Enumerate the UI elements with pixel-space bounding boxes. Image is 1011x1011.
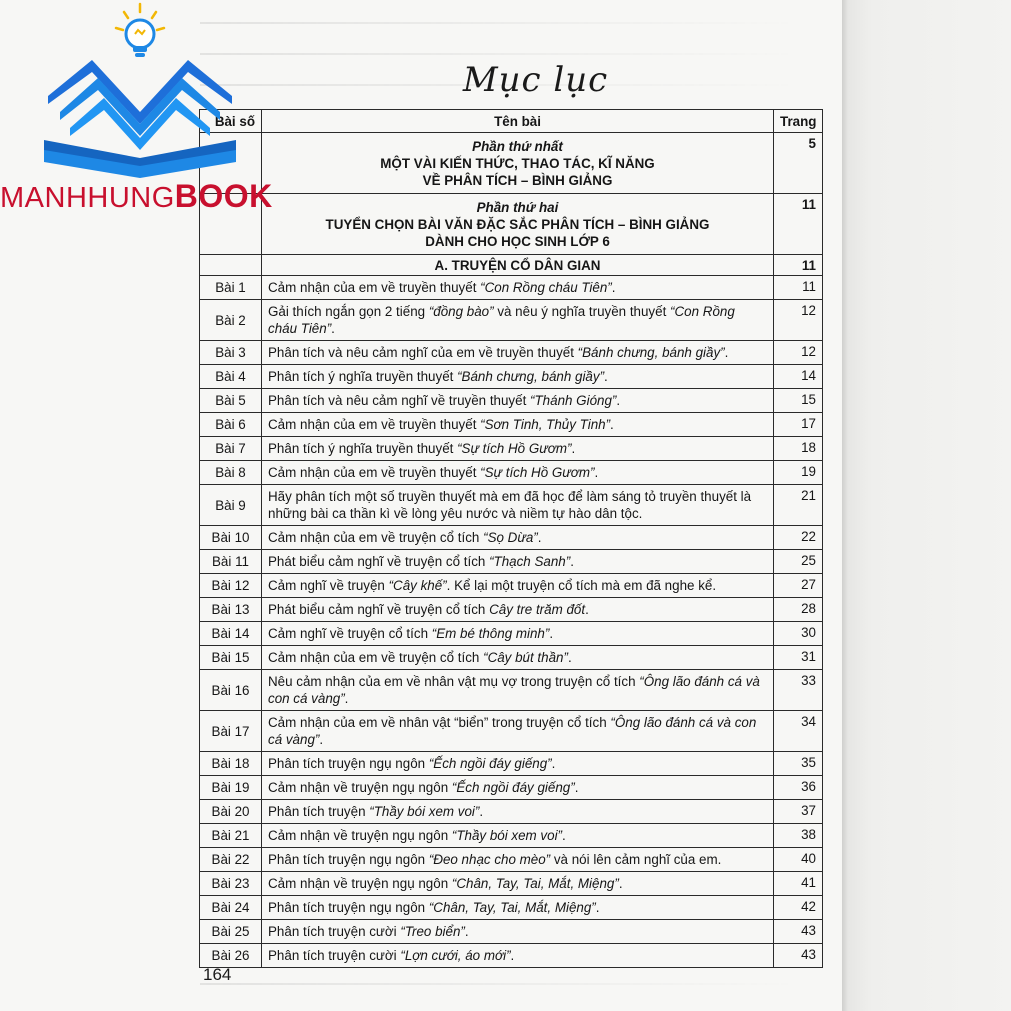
lesson-work-title: “Thầy bói xem voi” xyxy=(369,804,480,819)
lesson-text: . xyxy=(724,345,729,360)
lesson-number: Bài 16 xyxy=(200,670,262,711)
part-one-title-line2: VỀ PHÂN TÍCH – BÌNH GIẢNG xyxy=(422,172,613,188)
toc-row xyxy=(200,550,823,574)
lesson-text: Cảm nhận của em về truyền thuyết xyxy=(268,465,481,480)
lesson-number: Bài 24 xyxy=(200,896,262,920)
toc-row xyxy=(200,896,823,920)
column-header-title: Tên bài xyxy=(262,110,774,133)
lesson-work-title: “Ông lão đánh cá và con cá vàng” xyxy=(268,674,760,706)
lesson-number: Bài 25 xyxy=(200,920,262,944)
lesson-title xyxy=(262,944,774,968)
toc-row xyxy=(200,872,823,896)
lesson-work-title: “Cây bút thần” xyxy=(483,650,568,665)
lesson-work-title: Cây tre trăm đốt xyxy=(489,602,586,617)
lesson-title xyxy=(262,848,774,872)
lesson-text: . xyxy=(618,876,623,891)
lesson-title xyxy=(262,550,774,574)
lesson-number: Bài 19 xyxy=(200,776,262,800)
lesson-text: Phân tích truyện cười xyxy=(268,948,401,963)
lesson-number: Bài 7 xyxy=(200,437,262,461)
toc-row xyxy=(200,485,823,526)
lesson-text: . Kể lại một truyện cổ tích mà em đã nghe kể. xyxy=(446,578,717,593)
lesson-number: Bài 23 xyxy=(200,872,262,896)
toc-row xyxy=(200,574,823,598)
lesson-title xyxy=(262,598,774,622)
lesson-text: Phân tích truyện ngụ ngôn xyxy=(268,852,429,867)
brand-name-part2: BOOK xyxy=(174,178,273,214)
lesson-title xyxy=(262,670,774,711)
lesson-work-title: “Bánh chưng, bánh giầy” xyxy=(457,369,605,384)
lesson-text: Cảm nghĩ về truyện cổ tích xyxy=(268,626,432,641)
lesson-text: Phân tích ý nghĩa truyền thuyết xyxy=(268,441,458,456)
table-of-contents xyxy=(199,109,823,968)
lesson-work-title: “Em bé thông minh” xyxy=(431,626,550,641)
lesson-page: 38 xyxy=(774,824,823,848)
part-two-title-line1: TUYỂN CHỌN BÀI VĂN ĐẶC SẮC PHÂN TÍCH – BÌNH GIẢNG xyxy=(325,216,710,232)
lesson-page: 34 xyxy=(774,711,823,752)
lesson-text: . xyxy=(464,924,469,939)
lesson-work-title: “Ếch ngồi đáy giếng” xyxy=(451,780,575,795)
toc-row xyxy=(200,800,823,824)
lesson-text: . xyxy=(611,280,616,295)
lesson-text: . xyxy=(319,732,324,747)
lesson-text: . xyxy=(610,417,614,432)
lesson-title xyxy=(262,574,774,598)
lesson-text: . xyxy=(567,650,572,665)
lesson-work-title: “Thánh Gióng” xyxy=(530,393,617,408)
lesson-text: và nêu ý nghĩa truyền thuyết xyxy=(493,304,671,319)
lesson-work-title: “Con Rồng cháu Tiên” xyxy=(480,280,612,295)
lesson-number: Bài 22 xyxy=(200,848,262,872)
part-two-title-line2: DÀNH CHO HỌC SINH LỚP 6 xyxy=(425,233,610,249)
lesson-text: Cảm nhận về truyện ngụ ngôn xyxy=(268,828,452,843)
lesson-text: Phân tích truyện ngụ ngôn xyxy=(268,900,429,915)
toc-row xyxy=(200,920,823,944)
lesson-text: Nêu cảm nhận của em về nhân vật mụ vợ trong truyện cổ tích xyxy=(268,674,640,689)
lesson-page: 36 xyxy=(774,776,823,800)
lesson-number: Bài 1 xyxy=(200,276,262,300)
part-two-label: Phần thứ hai xyxy=(476,199,559,215)
lesson-text: Phân tích truyện cười xyxy=(268,924,401,939)
lesson-work-title: “Ông lão đánh cá và con cá vàng” xyxy=(268,715,757,747)
lesson-title xyxy=(262,824,774,848)
lesson-page: 27 xyxy=(774,574,823,598)
lesson-number: Bài 26 xyxy=(200,944,262,968)
toc-row xyxy=(200,598,823,622)
lesson-number: Bài 3 xyxy=(200,341,262,365)
lesson-number: Bài 17 xyxy=(200,711,262,752)
lesson-page: 41 xyxy=(774,872,823,896)
lesson-title xyxy=(262,276,774,300)
part-one-page: 5 xyxy=(774,133,823,194)
toc-row xyxy=(200,300,823,341)
brand-name xyxy=(0,178,273,215)
lesson-page: 35 xyxy=(774,752,823,776)
lesson-page: 11 xyxy=(774,276,823,300)
lesson-title xyxy=(262,800,774,824)
lesson-text: . xyxy=(570,554,574,569)
lesson-number: Bài 18 xyxy=(200,752,262,776)
lesson-title xyxy=(262,413,774,437)
toc-row xyxy=(200,670,823,711)
section-a-row xyxy=(200,255,823,276)
lesson-page: 22 xyxy=(774,526,823,550)
toc-row xyxy=(200,437,823,461)
lesson-title xyxy=(262,752,774,776)
lesson-page: 30 xyxy=(774,622,823,646)
lesson-work-title: “Sự tích Hồ Gươm” xyxy=(480,465,595,480)
lesson-text: . xyxy=(594,465,599,480)
lesson-text: Cảm nhận về truyện ngụ ngôn xyxy=(268,876,452,891)
toc-row xyxy=(200,413,823,437)
lesson-text: Phân tích và nêu cảm nghĩ về truyền thuyết xyxy=(268,393,531,408)
lesson-title xyxy=(262,485,774,526)
toc-row xyxy=(200,848,823,872)
lesson-work-title: “Thầy bói xem voi” xyxy=(451,828,563,843)
lesson-text: Phát biểu cảm nghĩ về truyện cổ tích xyxy=(268,602,490,617)
lesson-text: . xyxy=(571,441,576,456)
toc-row xyxy=(200,389,823,413)
lesson-title xyxy=(262,341,774,365)
lesson-work-title: “Sự tích Hồ Gươm” xyxy=(457,441,572,456)
lesson-number: Bài 5 xyxy=(200,389,262,413)
lesson-number: Bài 2 xyxy=(200,300,262,341)
lesson-text: . xyxy=(537,530,542,545)
lesson-number: Bài 11 xyxy=(200,550,262,574)
lesson-page: 12 xyxy=(774,341,823,365)
lesson-number: Bài 4 xyxy=(200,365,262,389)
page-title: Mục lục xyxy=(462,60,609,100)
lesson-text: . xyxy=(551,756,556,771)
lesson-work-title: “Đeo nhạc cho mèo” xyxy=(428,852,551,867)
lesson-number: Bài 20 xyxy=(200,800,262,824)
toc-row xyxy=(200,944,823,968)
lesson-number: Bài 6 xyxy=(200,413,262,437)
lesson-text: . xyxy=(549,626,554,641)
lesson-page: 43 xyxy=(774,944,823,968)
toc-row xyxy=(200,365,823,389)
open-book-icon xyxy=(44,60,236,178)
lesson-title xyxy=(262,300,774,341)
lesson-number: Bài 8 xyxy=(200,461,262,485)
lesson-work-title: “Chân, Tay, Tai, Mắt, Miệng” xyxy=(451,876,619,891)
lesson-work-title: “Thạch Sanh” xyxy=(489,554,571,569)
toc-row xyxy=(200,711,823,752)
lesson-page: 14 xyxy=(774,365,823,389)
lesson-page: 18 xyxy=(774,437,823,461)
lesson-number: Bài 12 xyxy=(200,574,262,598)
lesson-text: Hãy phân tích một số truyền thuyết mà em đã học để làm sáng tỏ truyền thuyết là những bài ca thần kì về lòng yêu nước và niềm tự hào dân tộc. xyxy=(268,489,752,521)
lesson-text: Gải thích ngắn gọn 2 tiếng xyxy=(268,304,429,319)
lesson-title xyxy=(262,622,774,646)
lesson-text: Cảm nhận của em về nhân vật “biển” trong truyện cổ tích xyxy=(268,715,611,730)
lesson-work-title: “Chân, Tay, Tai, Mắt, Miệng” xyxy=(428,900,596,915)
section-a-page: 11 xyxy=(774,255,823,276)
lesson-work-title: “Ếch ngồi đáy giếng” xyxy=(428,756,552,771)
toc-row xyxy=(200,341,823,365)
toc-row xyxy=(200,824,823,848)
lesson-page: 25 xyxy=(774,550,823,574)
lesson-work-title: “Sọ Dừa” xyxy=(483,530,538,545)
part-one-label: Phần thứ nhất xyxy=(472,138,563,154)
lesson-text: . xyxy=(510,948,515,963)
lesson-text: . xyxy=(331,321,335,336)
lesson-page: 17 xyxy=(774,413,823,437)
lesson-page: 12 xyxy=(774,300,823,341)
toc-row xyxy=(200,752,823,776)
lesson-text: Cảm nhận của em về truyện cổ tích xyxy=(268,650,484,665)
lesson-text: . xyxy=(562,828,566,843)
lesson-page: 37 xyxy=(774,800,823,824)
lesson-page: 42 xyxy=(774,896,823,920)
lesson-number: Bài 14 xyxy=(200,622,262,646)
lesson-page: 33 xyxy=(774,670,823,711)
lesson-text: . xyxy=(604,369,608,384)
lesson-work-title: “đồng bào” xyxy=(428,304,494,319)
lesson-text: Cảm nghĩ về truyện xyxy=(268,578,389,593)
column-header-page: Trang xyxy=(774,110,823,133)
lesson-text: Phát biểu cảm nghĩ về truyện cổ tích xyxy=(268,554,490,569)
lesson-title xyxy=(262,646,774,670)
lesson-work-title: “Treo biển” xyxy=(400,924,465,939)
lesson-text: Cảm nhận của em về truyền thuyết xyxy=(268,280,481,295)
toc-row xyxy=(200,276,823,300)
page-gutter xyxy=(842,0,1011,1011)
lesson-page: 28 xyxy=(774,598,823,622)
lesson-text: Cảm nhận về truyện ngụ ngôn xyxy=(268,780,452,795)
lesson-number: Bài 13 xyxy=(200,598,262,622)
lesson-work-title: “Lợn cưới, áo mới” xyxy=(400,948,511,963)
lesson-text: Phân tích và nêu cảm nghĩ của em về truyền thuyết xyxy=(268,345,578,360)
lesson-work-title: “Cây khế” xyxy=(388,578,447,593)
lesson-page: 43 xyxy=(774,920,823,944)
lesson-work-title: “Con Rồng cháu Tiên” xyxy=(268,304,735,336)
lesson-page: 40 xyxy=(774,848,823,872)
lesson-page: 31 xyxy=(774,646,823,670)
lesson-number: Bài 21 xyxy=(200,824,262,848)
lesson-text: . xyxy=(595,900,600,915)
lesson-number: Bài 9 xyxy=(200,485,262,526)
lesson-number: Bài 15 xyxy=(200,646,262,670)
lesson-text: và nói lên cảm nghĩ của em. xyxy=(550,852,722,867)
lesson-page: 19 xyxy=(774,461,823,485)
lesson-text: . xyxy=(574,780,579,795)
lesson-text: Phân tích ý nghĩa truyền thuyết xyxy=(268,369,458,384)
lesson-title xyxy=(262,920,774,944)
section-a-title: A. TRUYỆN CỔ DÂN GIAN xyxy=(262,255,774,276)
brand-name-part1: MANHHUNG xyxy=(0,182,175,214)
toc-row xyxy=(200,461,823,485)
lesson-text: Phân tích truyện ngụ ngôn xyxy=(268,756,429,771)
lesson-title xyxy=(262,526,774,550)
lesson-title xyxy=(262,872,774,896)
lesson-text: . xyxy=(585,602,589,617)
toc-row xyxy=(200,622,823,646)
lesson-page: 15 xyxy=(774,389,823,413)
lesson-text: Phân tích truyện xyxy=(268,804,370,819)
lesson-work-title: “Bánh chưng, bánh giầy” xyxy=(577,345,725,360)
page-number: 164 xyxy=(203,965,232,984)
lesson-title xyxy=(262,389,774,413)
lesson-page: 21 xyxy=(774,485,823,526)
column-header-number: Bài số xyxy=(200,110,262,133)
lightbulb-icon xyxy=(116,4,164,57)
lesson-text: . xyxy=(616,393,621,408)
lesson-title xyxy=(262,461,774,485)
lesson-title xyxy=(262,776,774,800)
lesson-text: . xyxy=(479,804,484,819)
lesson-text: Cảm nhận của em về truyện cổ tích xyxy=(268,530,484,545)
toc-row xyxy=(200,526,823,550)
toc-row xyxy=(200,776,823,800)
lesson-work-title: “Sơn Tinh, Thủy Tinh” xyxy=(480,417,611,432)
lesson-title xyxy=(262,365,774,389)
lesson-title xyxy=(262,437,774,461)
part-one-title-line1: MỘT VÀI KIẾN THỨC, THAO TÁC, KĨ NĂNG xyxy=(380,155,655,171)
toc-row xyxy=(200,646,823,670)
lesson-number: Bài 10 xyxy=(200,526,262,550)
part-two-page: 11 xyxy=(774,194,823,255)
lesson-title xyxy=(262,896,774,920)
lesson-title xyxy=(262,711,774,752)
lesson-text: . xyxy=(344,691,349,706)
lesson-text: Cảm nhận của em về truyền thuyết xyxy=(268,417,481,432)
